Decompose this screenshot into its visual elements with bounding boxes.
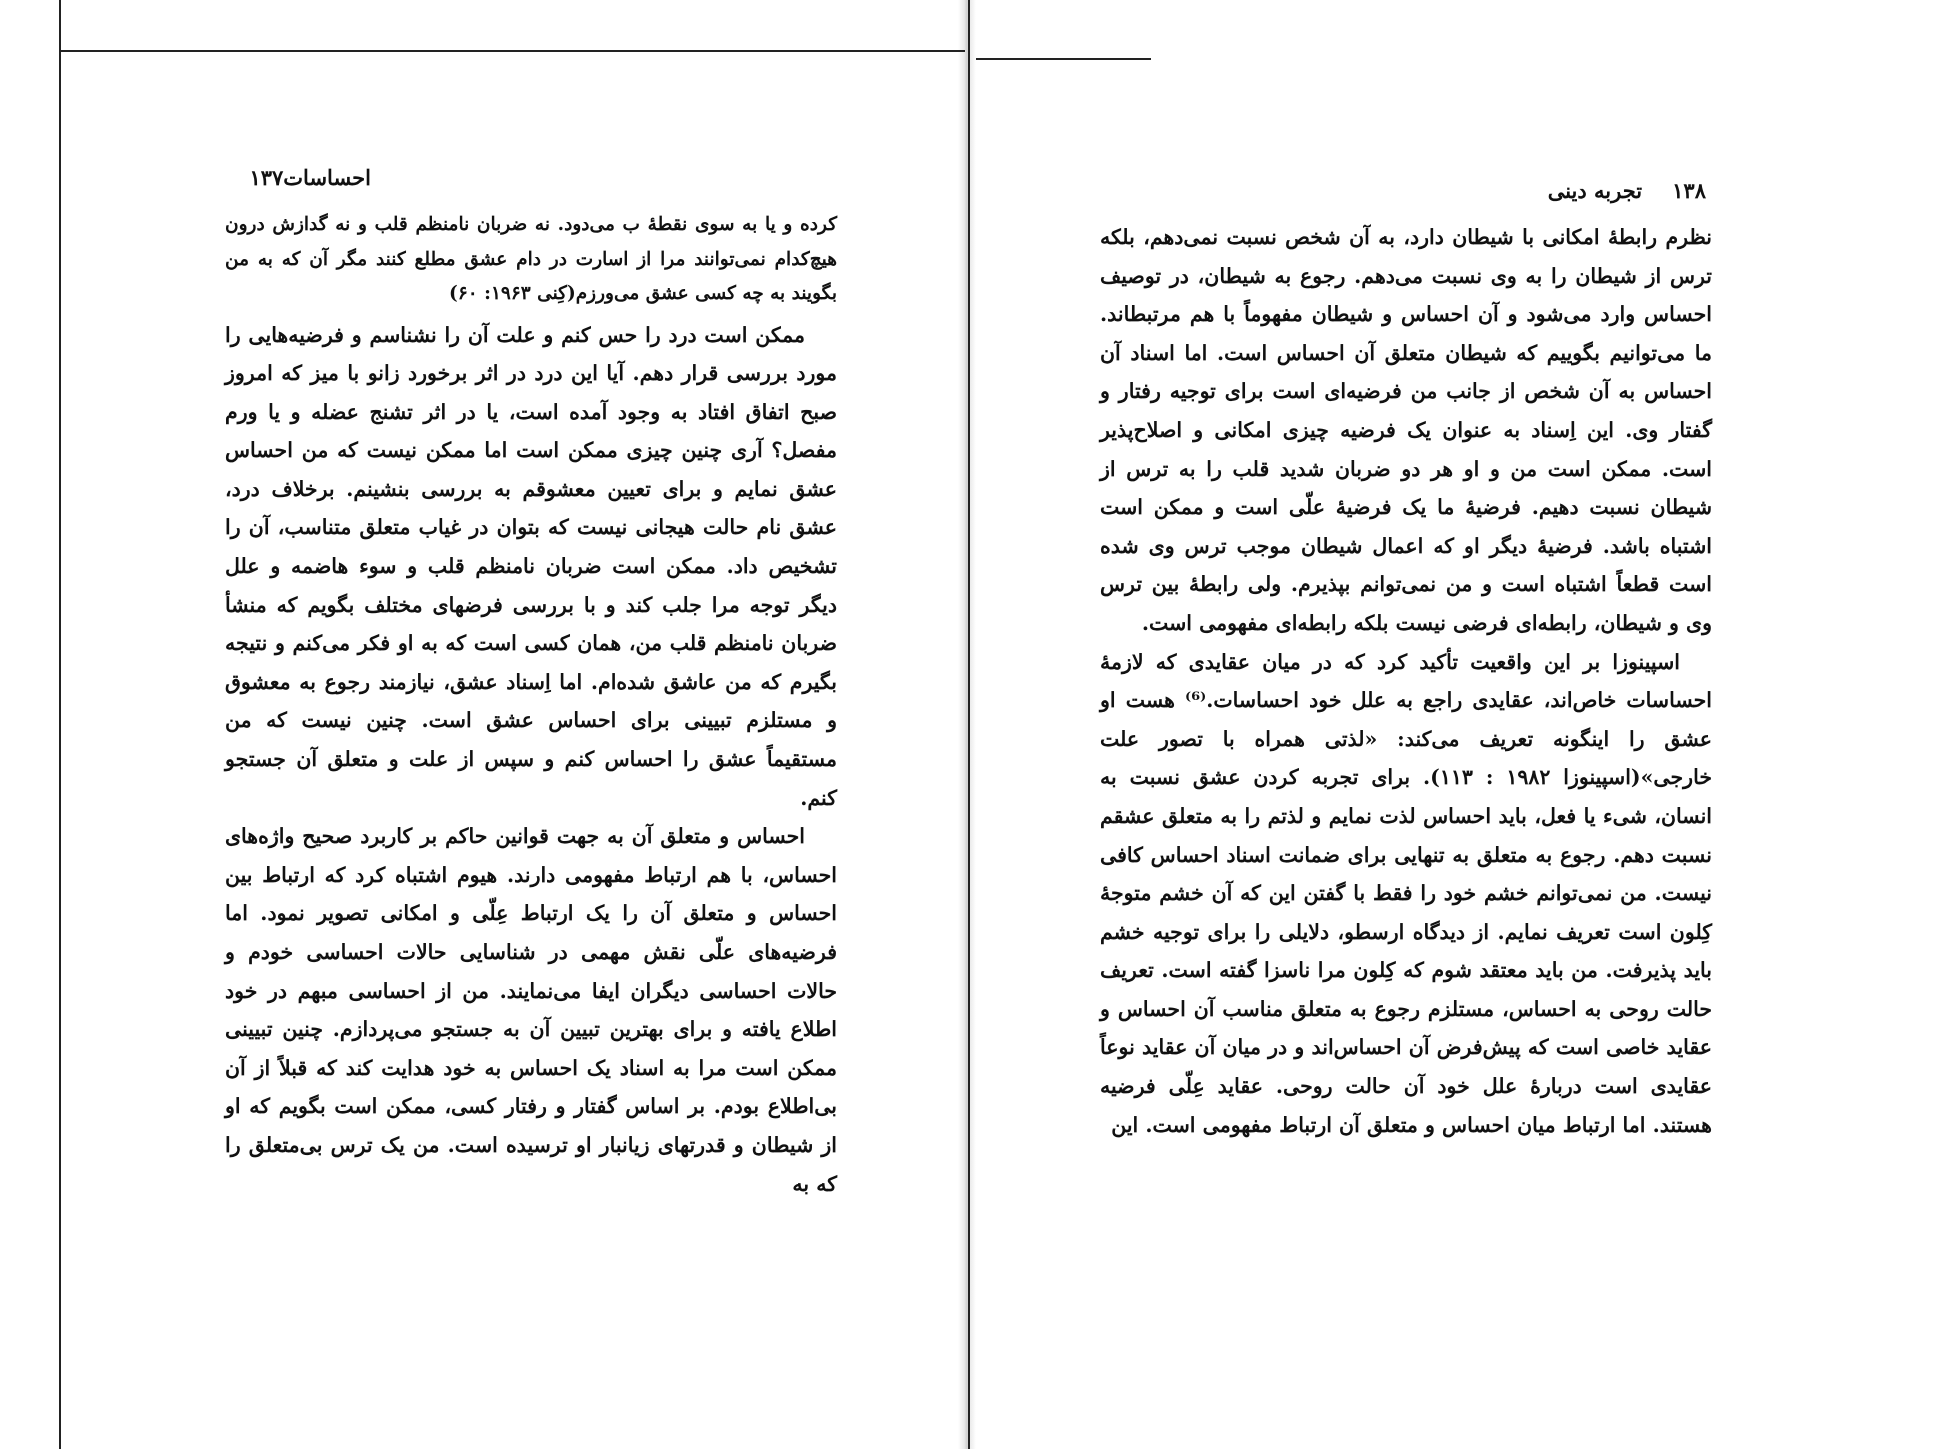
right-top-rule [976,58,1151,60]
spine-edge [968,0,970,1449]
left-page-header [228,165,371,190]
right-page-header [1547,178,1706,203]
left-page-content [225,208,837,1203]
right-paragraph-1: نظرم رابطهٔ امکانی با شیطان دارد، به آن شخص نسبت نمی‌دهم، بلکه ترس از شیطان را به وی نسبت می‌دهم. رجوع به شیطان، در توصیف احساس وارد می‌شود و آن احساس و شیطان مفهوماً با هم مرتبطاند. ما می‌توانیم بگوییم که شیطان متعلق آن احساس است. اما اسناد آن احساس به آن شخص از جانب من فرضیه‌ای است برای توجیه رفتار و گفتار وی. این اِسناد به عنوان یک فرضیه چیزی امکانی و اصلاح‌پذیر است. ممکن است من و او هر دو ضربان شدید قلب را به ترس از شیطان نسبت دهیم. فرضیهٔ ما یک فرضیهٔ علّی است و ممکن است اشتباه باشد. فرضیهٔ دیگر او که اعمال شیطان موجب ترس وی شده است قطعاً اشتباه است و من نمی‌توانم بپذیرم. ولی رابطهٔ بین ترس وی و شیطان، رابطه‌ای فرضی نیست بلکه رابطه‌ای مفهومی است. [1100,225,1712,635]
left-paragraph-2: احساس و متعلق آن به جهت قوانین حاکم بر کاربرد صحیح واژه‌های احساس، با هم ارتباط مفهومی دارند. هیوم اشتباه کرد که ارتباط بین احساس و متعلق آن را یک ارتباط عِلّی و امکانی تصویر نمود. اما فرضیه‌های علّی نقش مهمی در شناسایی حالات احساسی خودم و حالات احساسی دیگران ایفا می‌نمایند. من از احساسی مبهم در خود اطلاع یافته و برای بهترین تبیین آن به جستجو می‌پردازم. چنین تبیینی ممکن است مرا به اسناد یک احساس به خود هدایت کند که قبلاً از آن بی‌اطلاع بودم. بر اساس گفتار و رفتار کسی، ممکن است بگویم که او از شیطان و قدرتهای زیانبار او ترسیده است. من یک ترس بی‌متعلق را که به [225,824,837,1196]
left-page-number: ۱۳۷ [249,165,284,190]
right-page-content [1100,218,1712,1144]
left-page-edge [59,0,61,1449]
left-paragraph-1: ممکن است درد را حس کنم و علت آن را نشناسم و فرضیه‌هایی را مورد بررسی قرار دهم. آیا این درد در اثر برخورد زانو با میز که امروز صبح اتفاق افتاد به وجود آمده است، یا در اثر تشنج عضله و یا ورم مفصل؟ آری چنین چیزی ممکن است اما ممکن نیست که من احساس عشق نمایم و برای تعیین معشوقم به بررسی بنشینم. برخلاف درد، عشق نام حالت هیجانی نیست که بتوان در غیاب متعلق متناسب، آن را تشخیص داد. ممکن است ضربان نامنظم قلب و سوء هاضمه و علل دیگر توجه مرا جلب کند و با بررسی فرضهای مختلف بگویم که منشأ ضربان نامنظم قلب من، همان کسی است که به او فکر می‌کنم و نتیجه بگیرم که من عاشق شده‌ام. اما اِسناد عشق، نیازمند رجوع به معشوق و مستلزم تبیینی برای احساس عشق است. چنین نیست که من مستقیماً عشق را احساس کنم و سپس از علت و متعلق آن جستجو کنم. [225,322,837,810]
right-page-title: تجربه دینی [1547,178,1643,203]
right-paragraph-2: اسپینوزا بر این واقعیت تأکید کرد که در میان عقایدی که لازمهٔ احساسات خاص‌اند، عقایدی راجع به علل خود احساسات.⁽⁶⁾ هست او عشق را اینگونه تعریف می‌کند: «لذتی همراه با تصور علت خارجی»(اسپینوزا ۱۹۸۲ : ۱۱۳). برای تجربه کردن عشق نسبت به انسان، شیء یا فعل، باید احساس لذت نمایم و لذتم را به متعلق عشقم نسبت دهم. رجوع به متعلق به تنهایی برای ضمانت اسناد احساس کافی نیست. من نمی‌توانم خشم خود را فقط با گفتن این که آن خشم متوجهٔ کِلون است تعریف نمایم. از دیدگاه ارسطو، دلایلی را برای توجیه خشم باید پذیرفت. من باید معتقد شوم که کِلون مرا ناسزا گفته است. تعریف حالت روحی به احساس، مستلزم رجوع به متعلق مناسب آن احساس و عقاید خاصی است که پیش‌فرض آن احساس‌اند و در میان آن عقاید نوعاً عقایدی است دربارهٔ علل خود آن حالت روحی. عقاید عِلّی فرضیه هستند. اما ارتباط میان احساس و متعلق آن ارتباط مفهومی است. این [1100,649,1713,1137]
block-quote: کرده و یا به سوی نقطهٔ ب می‌دود. نه ضربان نامنظم قلب و نه گداز‌ش درون هیچ‌کدام نمی‌توانند مرا از اسارت در دام عشق مطلع کنند مگر آن که به من بگویند به چه کسی عشق می‌ورزم(کِنی ۱۹۶۳: ۶۰) [225,214,837,304]
book-gutter [958,0,976,1449]
right-page-number: ۱۳۸ [1672,178,1706,203]
left-top-rule [60,50,965,52]
left-page-title: احساسات [283,165,371,190]
